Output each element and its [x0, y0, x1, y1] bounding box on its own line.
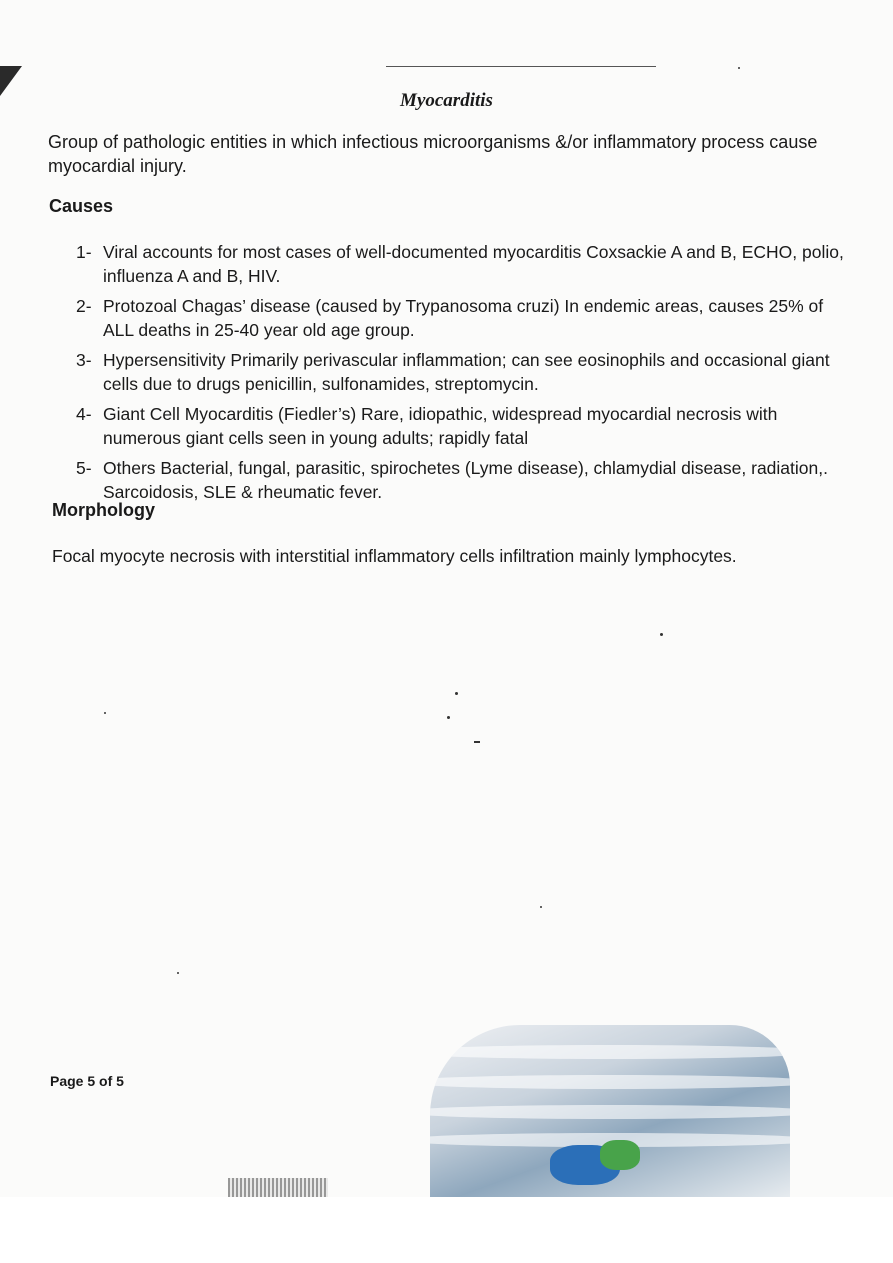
morphology-paragraph: Focal myocyte necrosis with interstitial inflammatory cells infiltration mainly lymphocytes. [52, 546, 737, 566]
scan-speck [540, 906, 542, 908]
list-item [76, 402, 846, 450]
causes-list [76, 240, 846, 510]
list-item [76, 348, 846, 396]
scan-speck [177, 972, 179, 974]
intro-paragraph: Group of pathologic entities in which infectious microorganisms &/or inflammatory process cause myocardial injury. [48, 132, 818, 176]
scan-speck [660, 633, 663, 636]
list-item [76, 240, 846, 288]
carpet-texture [228, 1178, 328, 1197]
list-number: 1- [76, 242, 92, 262]
bottle-ridge [430, 1045, 790, 1059]
bottle-ridge [430, 1075, 790, 1089]
scan-speck [447, 716, 450, 719]
list-number: 5- [76, 458, 92, 478]
scan-speck [738, 67, 740, 69]
list-text: Protozoal Chagas’ disease (caused by Trypanosoma cruzi) In endemic areas, causes 25% of ALL deaths in 25-40 year old age group. [103, 296, 824, 340]
causes-heading: Causes [49, 196, 114, 216]
list-text: Others Bacterial, fungal, parasitic, spirochetes (Lyme disease), chlamydial disease, radiation,. Sarcoidosis, SLE & rheumatic fever. [103, 458, 828, 502]
list-text: Viral accounts for most cases of well-documented myocarditis Coxsackie A and B, ECHO, polio, influenza A and B, HIV. [103, 242, 844, 286]
list-number: 3- [76, 350, 92, 370]
list-text: Hypersensitivity Primarily perivascular inflammation; can see eosinophils and occasional giant cells due to drugs penicillin, sulfonamides, streptomycin. [103, 350, 830, 394]
list-number: 4- [76, 404, 92, 424]
page-footer: Page 5 of 5 [50, 1073, 124, 1089]
bottle-label-mark [600, 1140, 640, 1170]
page-title: Myocarditis [400, 90, 493, 111]
list-item [76, 294, 846, 342]
bottle-ridge [430, 1105, 790, 1119]
list-text: Giant Cell Myocarditis (Fiedler’s) Rare, idiopathic, widespread myocardial necrosis with numerous giant cells seen in young adults; rapidly fatal [103, 404, 778, 448]
scan-speck [104, 712, 106, 714]
water-bottle-photo [430, 1025, 790, 1197]
list-item [76, 456, 846, 504]
top-rule [386, 66, 656, 67]
scan-speck [455, 692, 458, 695]
list-number: 2- [76, 296, 92, 316]
scan-speck [474, 741, 480, 743]
morphology-heading: Morphology [52, 500, 155, 520]
